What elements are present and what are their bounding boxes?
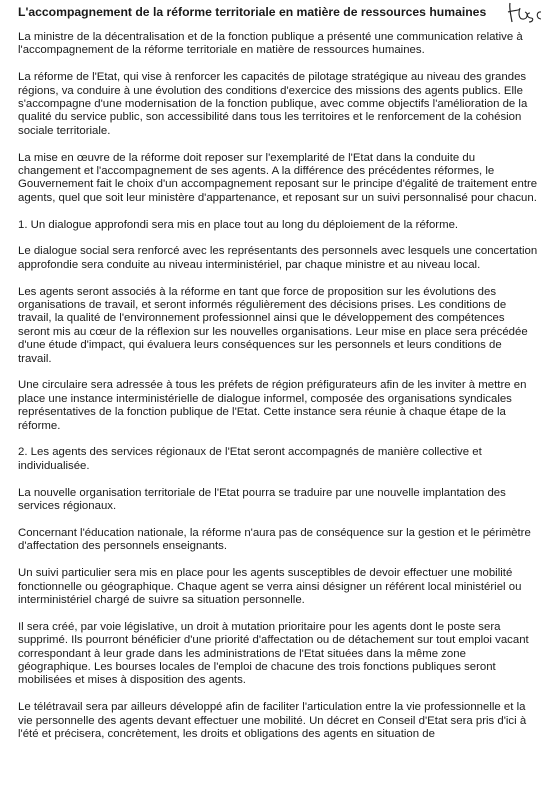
- paragraph: Les agents seront associés à la réforme en tant que force de proposition sur les évolutions des organisations de travail, et seront informés régulièrement des décisions prises. Les conditions de travail, la qualité de l'environnement professionnel ainsi que le développement des compétences seront mis au cœur de la réflexion sur les nouvelles organisations. Leur mise en place sera précédée d'une étude d'impact, qui évaluera leurs conséquences sur les personnels et leurs conditions de travail.: [18, 285, 528, 365]
- paragraph: Une circulaire sera adressée à tous les préfets de région préfigurateurs afin de les inviter à mettre en place une instance interministérielle de dialogue informel, composée des organisations syndicales représentatives de la fonction publique de l'Etat. Cette instance sera réunie à chaque étape de la réforme.: [18, 379, 527, 432]
- paragraph: Un suivi particulier sera mis en place pour les agents susceptibles de devoir effectuer une mobilité fonctionnelle ou géographique. Chaque agent se verra ainsi désigner un référent local ministériel ou interministériel chargé de suivre sa situation personnelle.: [18, 567, 522, 606]
- document-title: L'accompagnement de la réforme territoriale en matière de ressources humaines: [18, 5, 487, 19]
- paragraph: La ministre de la décentralisation et de la fonction publique a présenté une communication relative à l'accompagnement de la réforme territoriale en matière de ressources humaines.: [18, 31, 523, 57]
- paragraph: Concernant l'éducation nationale, la réforme n'aura pas de conséquence sur la gestion et le périmètre d'affectation des personnels enseignants.: [18, 526, 531, 553]
- paragraph: Le télétravail sera par ailleurs développé afin de faciliter l'articulation entre la vie professionnelle et la vie personnelle des agents devant effectuer une mobilité. Un décret en Conseil d'Etat sera pris d'ici à l'été et précisera, concrètement, les droits et obligations des agents en situation de: [18, 701, 527, 740]
- handwritten-annotation-icon: [506, 0, 541, 26]
- paragraph: Le dialogue social sera renforcé avec les représentants des personnels avec lesquels une concertation approfondie sera conduite au niveau interministériel, par chaque ministre et au niveau local.: [18, 245, 538, 271]
- section-heading: 2. Les agents des services régionaux de l'Etat seront accompagnés de manière collective et individualisée.: [18, 446, 482, 472]
- paragraph: Il sera créé, par voie législative, un droit à mutation prioritaire pour les agents dont le poste sera supprimé. Ils pourront bénéficier d'une priorité d'affectation ou de détachement sur tout emploi vacant correspondant à leur grade dans les administrations de l'Etat situées dans la même zone géographique. Les bourses locales de l'emploi de chacune des trois fonctions publiques seront mobilisées et mises à disposition des agents.: [18, 620, 529, 687]
- section-heading: 1. Un dialogue approfondi sera mis en place tout au long du déploiement de la réforme.: [18, 218, 459, 231]
- paragraph: La mise en œuvre de la réforme doit reposer sur l'exemplarité de l'Etat dans la conduite du changement et l'accompagnement de ses agents. A la différence des précédentes réformes, le Gouvernement fait le choix d'un accompagnement reposant sur le principe d'égalité de traitement entre agents, quel que soit leur ministère d'appartenance, et reposant sur un suivi personnalisé pour chacun.: [18, 151, 538, 204]
- paragraph: La nouvelle organisation territoriale de l'Etat pourra se traduire par une nouvelle implantation des services régionaux.: [18, 486, 506, 513]
- paragraph: La réforme de l'Etat, qui vise à renforcer les capacités de pilotage stratégique au niveau des grandes régions, va conduire à une évolution des conditions d'exercice des missions des agents publics. Elle s'accompagne d'une modernisation de la fonction publique, avec comme objectifs l'amélioration de la qualité du service public, son accessibilité dans tous les territoires et le renforcement de la cohésion sociale territoriale.: [18, 71, 528, 137]
- document-body: [18, 31, 538, 755]
